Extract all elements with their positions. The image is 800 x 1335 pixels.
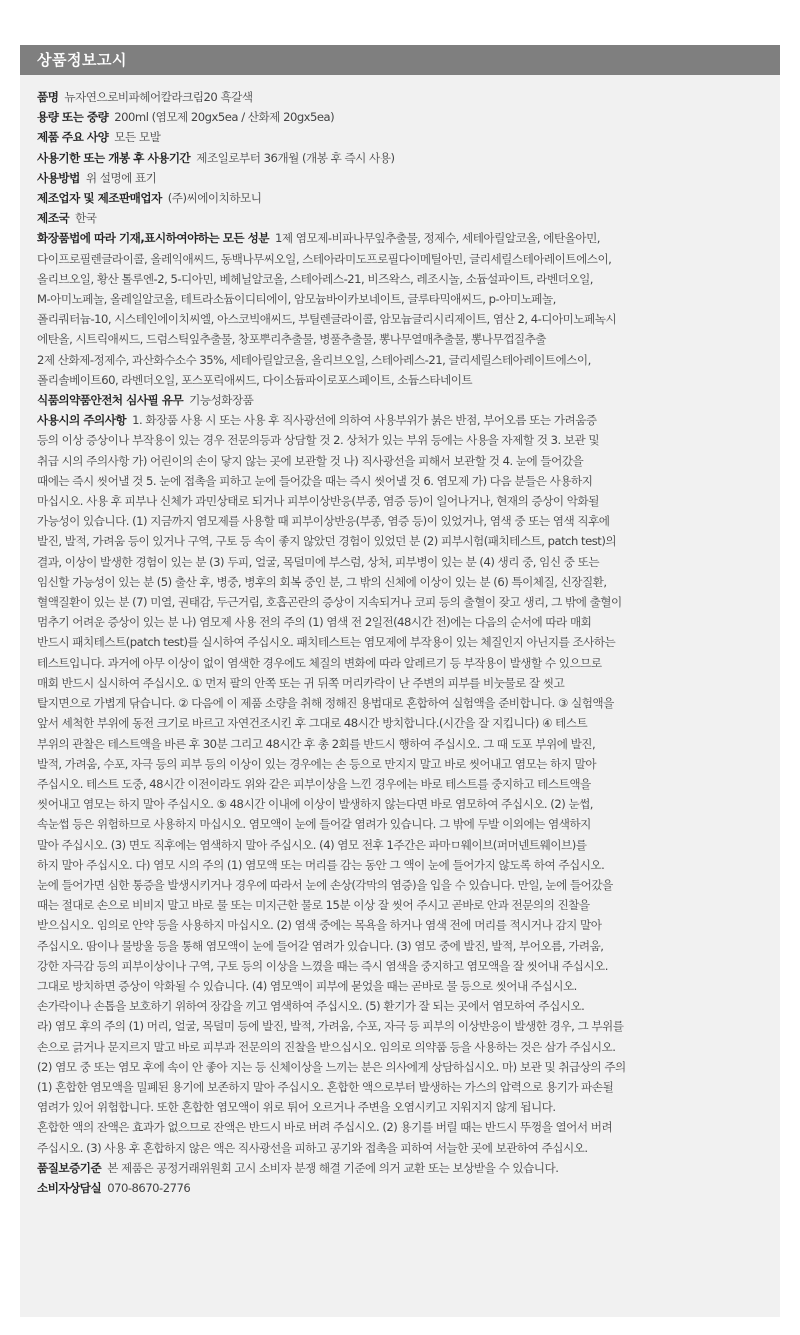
cautions-line: (1) 혼합한 염모액을 밀폐된 용기에 보존하지 말아 주십시오. 혼합한 액으로부터 발생하는 가스의 압력으로 용기가 파손될: [37, 1079, 614, 1094]
cautions-line: 가능성이 있습니다. (1) 지금까지 염모제를 사용할 때 피부이상반응(부종, 염증 등)이 있었거나, 염색 중 또는 염색 직후에: [37, 514, 610, 529]
cautions-line: 발진, 발적, 가려움 등이 있거나 구역, 구토 등 속이 좋지 않았던 경험이 있었던 분 (2) 피부시험(패치테스트, patch test)의: [37, 534, 617, 549]
cautions-line: 염려가 있어 위험합니다. 또한 혼합한 염모액이 위로 튀어 오르거나 주변을 오염시키고 지워지지 않게 됩니다.: [37, 1100, 556, 1115]
info-row-mfds-review: [37, 390, 764, 410]
cautions-line: 받으십시오. 임의로 안약 등을 사용하지 마십시오. (2) 염색 중에는 목욕을 하거나 염색 전에 머리를 적시거나 감지 말아: [37, 918, 602, 933]
info-row-usage: [37, 168, 764, 188]
cautions-line: 반드시 패치테스트(patch test)를 실시하여 주십시오. 패치테스트는 염모제에 부작용이 있는 체질인지 아닌지를 조사하는: [37, 635, 616, 650]
row-value: 위 설명에 표기: [85, 170, 157, 185]
ingredients-line: 올리브오일, 황산 톨루엔-2, 5-디아민, 베헤닐알코올, 스테아레스-21, 비즈왁스, 레조시놀, 소듐설파이트, 라벤더오일,: [37, 271, 593, 286]
cautions-line: 눈에 들어가면 심한 통증을 발생시키거나 경우에 따라서 눈에 손상(각막의 염증)을 입을 수 있습니다. 만일, 눈에 들어갔을: [37, 877, 613, 892]
cautions-line: (2) 염모 중 또는 염모 후에 속이 안 좋아 지는 등 신체이상을 느끼는 분은 의사에게 상담하십시오. 마) 보관 및 취급상의 주의: [37, 1059, 626, 1074]
row-label: 제조국: [37, 211, 70, 226]
info-row-consumer-center: [37, 1178, 764, 1198]
cautions-line: 취급 시의 주의사항 가) 어린이의 손이 닿지 않는 곳에 보관할 것 나) 직사광선을 피해서 보관할 것 4. 눈에 들어갔을: [37, 453, 584, 468]
cautions-line: 등의 이상 증상이나 부작용이 있는 경우 전문의등과 상담할 것 2. 상처가 있는 부위 등에는 사용을 자제할 것 3. 보관 및: [37, 433, 600, 448]
cautions-line: 결과, 이상이 발생한 경험이 있는 분 (3) 두피, 얼굴, 목덜미에 부스럼, 상처, 피부병이 있는 분 (4) 생리 중, 임신 중 또는: [37, 554, 600, 569]
ingredients-line: 에탄올, 시트릭애씨드, 드럼스틱잎추출물, 창포뿌리추출물, 병풀추출물, 뽕나무열매추출물, 뽕나무껍질추출: [37, 332, 547, 347]
ingredients-line: M-아미노페놀, 올레일알코올, 테트라소듐이디티에이, 암모늄바이카보네이트, 글루타믹애씨드, p-아미노페놀,: [37, 292, 556, 307]
panel-body: [20, 75, 780, 1198]
cautions-line: 강한 자극감 등의 피부이상이나 구역, 구토 등의 이상을 느꼈을 때는 즉시 염색을 중지하고 염모액을 잘 씻어내 주십시오.: [37, 958, 608, 973]
row-label: 제조업자 및 제조판매업자: [37, 191, 162, 206]
ingredients-line: 1제 염모제-비파나무잎추출물, 정제수, 세테아릴알코올, 에탄올아민,: [275, 231, 600, 246]
cautions-line: 때에는 즉시 씻어낼 것 5. 눈에 접촉을 피하고 눈에 들어갔을 때는 즉시 씻어낼 것 6. 염모제 가) 다음 분들은 사용하지: [37, 473, 593, 488]
cautions-line: 탈지면으로 가볍게 닦습니다. ② 다음에 이 제품 소량을 취해 정해진 용법대로 혼합하여 실험액을 준비합니다. ③ 실험액을: [37, 696, 614, 711]
ingredients-line: 2제 산화제-정제수, 과산화수소수 35%, 세테아릴알코올, 올리브오일, 스테아레스-21, 글리세릴스테아레이트에스이,: [37, 352, 591, 367]
ingredients-first-line: [37, 228, 764, 248]
row-value: 한국: [75, 211, 97, 226]
cautions-line: 씻어내고 염모는 하지 말아 주십시오. ⑤ 48시간 이내에 이상이 발생하지 않는다면 바로 염모하여 주십시오. (2) 눈썹,: [37, 797, 593, 812]
info-row-country: [37, 208, 764, 228]
cautions-section: [37, 410, 764, 1158]
cautions-line: 마십시오. 사용 후 피부나 신체가 과민상태로 되거나 피부이상반응(부종, 염증 등)이 일어나거나, 현재의 증상이 악화될: [37, 494, 599, 509]
cautions-line: 혼합한 액의 잔액은 효과가 없으므로 잔액은 반드시 바로 버려 주십시오. (2) 용기를 버릴 때는 반드시 뚜껑을 열어서 버려: [37, 1120, 613, 1135]
row-value: 모든 모발: [114, 130, 161, 145]
panel-title: 상품정보고시: [20, 45, 780, 75]
cautions-first-line: [37, 410, 764, 430]
cautions-line: 손으로 긁거나 문지르지 말고 바로 피부과 전문의의 진찰을 받으십시오. 임의로 의약품 등을 사용하는 것은 삼가 주십시오.: [37, 1039, 616, 1054]
phone-number: 070-8670-2776: [107, 1180, 191, 1195]
info-row-quality-standard: [37, 1158, 764, 1178]
row-label: 소비자상담실: [37, 1180, 102, 1195]
row-value: 뉴자연으로비파헤어칼라크림20 흑갈색: [64, 90, 253, 104]
cautions-line: 말아 주십시오. (3) 면도 직후에는 염색하지 말아 주십시오. (4) 염모 전후 1주간은 파마ㅁ웨이브(퍼머넨트웨이브)를: [37, 837, 587, 852]
cautions-line: 부위의 관찰은 테스트액을 바른 후 30분 그리고 48시간 후 총 2회를 반드시 행하여 주십시오. 그 때 도포 부위에 발진,: [37, 736, 596, 751]
cautions-line: 주십시오. 테스트 도중, 48시간 이전이라도 위와 같은 피부이상을 느낀 경우에는 바로 테스트를 중지하고 테스트액을: [37, 776, 591, 791]
cautions-line: 멈추기 어려운 증상이 있는 분 나) 염모제 사용 전의 주의 (1) 염색 전 2일전(48시간 전)에는 다음의 순서에 따라 매회: [37, 615, 592, 630]
cautions-line: 테스트입니다. 과거에 아무 이상이 없이 염색한 경우에도 체질의 변화에 따라 알레르기 등 부작용이 발생할 수 있으므로: [37, 655, 602, 670]
cautions-line: 임신할 가능성이 있는 분 (5) 출산 후, 병중, 병후의 회복 중인 분, 그 밖의 신체에 이상이 있는 분 (6) 특이체질, 신장질환,: [37, 574, 607, 589]
cautions-line: 혈액질환이 있는 분 (7) 미열, 권태감, 두근거림, 호흡곤란의 증상이 지속되거나 코피 등의 출혈이 잦고 생리, 그 밖에 출혈이: [37, 595, 622, 610]
cautions-line: 앞서 세척한 부위에 동전 크기로 바르고 자연건조시킨 후 그대로 48시간 방치합니다.(시간을 잘 지킵니다) ④ 테스트: [37, 716, 588, 731]
cautions-line: 하지 말아 주십시오. 다) 염모 시의 주의 (1) 염모액 또는 머리를 감는 동안 그 액이 눈에 들어가지 않도록 하여 주십시오.: [37, 857, 605, 872]
cautions-line: 주십시오. (3) 사용 후 혼합하지 않은 액은 직사광선을 피하고 공기와 접촉을 피하여 서늘한 곳에 보관하여 주십시오.: [37, 1140, 588, 1155]
ingredients-section: [37, 228, 764, 390]
cautions-line: 라) 염모 후의 주의 (1) 머리, 얼굴, 목덜미 등에 발진, 발적, 가려움, 수포, 자극 등 피부의 이상반응이 발생한 경우, 그 부위를: [37, 1019, 624, 1034]
info-row-expiry: [37, 148, 764, 168]
cautions-line: 때는 절대로 손으로 비비지 말고 바로 물 또는 미지근한 물로 15분 이상 잘 씻어 주시고 곧바로 안과 전문의의 진찰을: [37, 898, 590, 913]
row-label: 식품의약품안전처 심사필 유무: [37, 393, 184, 408]
row-label: 사용방법: [37, 170, 80, 185]
cautions-line: 주십시오. 땀이나 물방울 등을 통해 염모액이 눈에 들어갈 염려가 있습니다. (3) 염모 중에 발진, 발적, 부어오름, 가려움,: [37, 938, 604, 953]
row-value: 기능성화장품: [189, 393, 254, 408]
info-row-manufacturer: [37, 188, 764, 208]
cautions-line: 속눈썹 등은 위험하므로 사용하지 마십시오. 염모액이 눈에 들어갈 염려가 있습니다. 그 밖에 두발 이외에는 염색하지: [37, 817, 591, 832]
cautions-line: 매회 반드시 실시하여 주십시오. ① 먼저 팔의 안쪽 또는 귀 뒤쪽 머리카락이 난 주변의 피부를 비눗물로 잘 씻고: [37, 675, 565, 690]
cautions-line: 그대로 방치하면 증상이 악화될 수 있습니다. (4) 염모액이 피부에 묻었을 때는 곧바로 물 등으로 씻어내 주십시오.: [37, 978, 577, 993]
row-value: 200ml (염모제 20gx5ea / 산화제 20gx5ea): [114, 110, 335, 125]
row-value: (주)씨에이치하모니: [167, 191, 262, 206]
cautions-line: 발적, 가려움, 수포, 자극 등의 피부 등의 이상이 있는 경우에는 손 등으로 만지지 말고 바로 씻어내고 염모는 하지 말아: [37, 756, 597, 771]
row-label: 품질보증기준: [37, 1160, 102, 1175]
row-label: 용량 또는 중량: [37, 110, 109, 125]
ingredients-line: 다이프로필렌글라이콜, 올레익애씨드, 동백나무씨오일, 스테아라미도프로필다이메틸아민, 글리세릴스테아레이트에스이,: [37, 251, 612, 266]
info-row-spec: [37, 127, 764, 147]
ingredients-line: 폴리솔베이트60, 라벤더오일, 포스포릭애씨드, 다이소듐파이로포스페이트, 소듐스타네이트: [37, 372, 473, 387]
product-info-notice-panel: [20, 45, 780, 1317]
ingredients-line: 폴리쿼터늄-10, 시스테인에이치씨엘, 아스코빅애씨드, 부틸렌글라이콜, 암모늄글리시리제이트, 염산 2, 4-디아미노페녹시: [37, 312, 617, 327]
row-label: 사용기한 또는 개봉 후 사용기간: [37, 150, 191, 165]
info-row-volume: [37, 107, 764, 127]
cautions-line: 1. 화장품 사용 시 또는 사용 후 직사광선에 의하여 사용부위가 붉은 반점, 부어오름 또는 가려움증: [132, 413, 597, 428]
cautions-line: 손가락이나 손톱을 보호하기 위하여 장갑을 끼고 염색하여 주십시오. (5) 환기가 잘 되는 곳에서 염모하여 주십시오.: [37, 999, 585, 1014]
row-value: 제조일로부터 36개월 (개봉 후 즉시 사용): [196, 150, 395, 165]
row-label: 품명: [37, 90, 59, 104]
ingredients-label: 화장품법에 따라 기재,표시하여야하는 모든 성분: [37, 231, 270, 246]
row-label: 제품 주요 사양: [37, 130, 109, 145]
row-value: 본 제품은 공정거래위원회 고시 소비자 분쟁 해결 기준에 의거 교환 또는 보상받을 수 있습니다.: [107, 1160, 559, 1175]
cautions-label: 사용시의 주의사항: [37, 413, 127, 428]
info-row-product-name: [37, 87, 764, 107]
